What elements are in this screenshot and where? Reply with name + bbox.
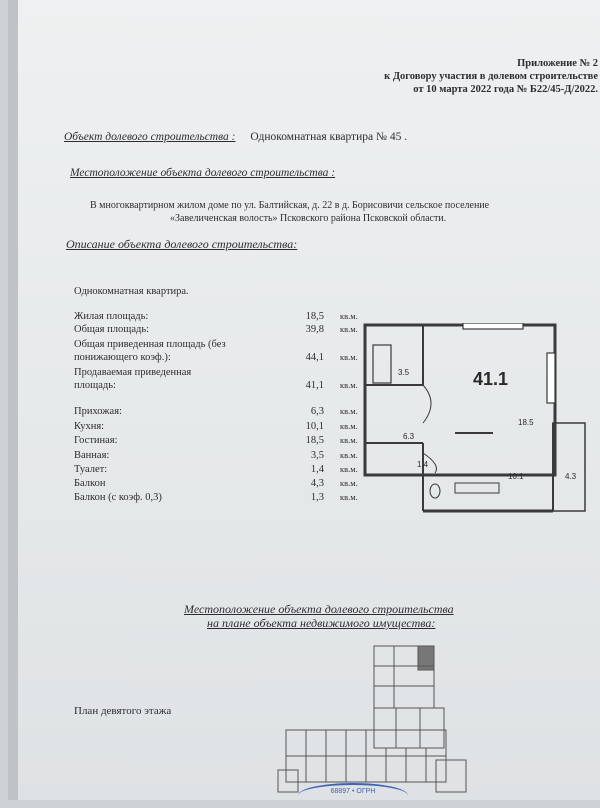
area-value: 4,3 bbox=[310, 478, 324, 489]
location-line1: В многоквартирном жилом доме по ул. Балтийская, д. 22 в д. Борисовичи сельское поселение bbox=[90, 200, 490, 211]
area-unit: кв.м. bbox=[340, 450, 358, 460]
object-label: Объект долевого строительства : bbox=[64, 131, 236, 143]
contract-reference: к Договору участия в долевом строительстве bbox=[384, 71, 598, 82]
area-label: Прихожая: bbox=[74, 406, 122, 417]
area-unit: кв.м. bbox=[340, 324, 358, 334]
area-label: Продаваемая приведенная bbox=[74, 367, 192, 378]
location-line2: «Завеличенская волость» Псковского района Псковской области. bbox=[170, 213, 447, 224]
area-label: Балкон bbox=[74, 478, 106, 489]
area-value: 6,3 bbox=[310, 406, 324, 417]
area-label: Ванная: bbox=[74, 450, 110, 461]
area-row bbox=[74, 380, 358, 393]
area-value: 3,5 bbox=[310, 450, 324, 461]
area-label: Балкон (с коэф. 0,3) bbox=[74, 492, 162, 503]
room-label-hall: 6.3 bbox=[403, 432, 415, 441]
area-value: 41,1 bbox=[305, 380, 324, 391]
area-value: 39,8 bbox=[305, 324, 324, 335]
area-row bbox=[74, 339, 324, 352]
area-label: Туалет: bbox=[74, 464, 108, 475]
apartment-type: Однокомнатная квартира. bbox=[74, 286, 189, 297]
plan-title-1: Местоположение объекта долевого строительства bbox=[184, 602, 454, 616]
area-label: понижающего коэф.): bbox=[74, 352, 171, 363]
area-row bbox=[74, 464, 358, 477]
area-row bbox=[74, 406, 358, 419]
area-label: Кухня: bbox=[74, 421, 105, 432]
area-unit: кв.м. bbox=[340, 406, 358, 416]
area-value: 18,5 bbox=[305, 311, 324, 322]
apartment-floor-plan bbox=[363, 323, 593, 513]
area-label: Общая площадь: bbox=[74, 324, 150, 335]
area-label: площадь: bbox=[74, 380, 116, 391]
stamp-text: 68897 • ОГРН bbox=[330, 788, 376, 795]
area-unit: кв.м. bbox=[340, 421, 358, 431]
description-label: Описание объекта долевого строительства: bbox=[66, 237, 298, 251]
page-edge bbox=[8, 0, 18, 800]
contract-date: от 10 марта 2022 года № Б22/45-Д/2022. bbox=[413, 84, 598, 95]
building-floor-plan bbox=[276, 640, 476, 800]
area-unit: кв.м. bbox=[340, 464, 358, 474]
total-area-label: 41.1 bbox=[473, 369, 509, 389]
appendix-number: Приложение № 2 bbox=[517, 58, 598, 69]
area-unit: кв.м. bbox=[340, 435, 358, 445]
area-label: Жилая площадь: bbox=[74, 311, 149, 322]
area-row bbox=[74, 435, 358, 448]
room-label-balcony: 4.3 bbox=[565, 472, 577, 481]
area-unit: кв.м. bbox=[340, 311, 358, 321]
area-row bbox=[74, 367, 324, 380]
area-value: 1,4 bbox=[310, 464, 324, 475]
room-label-living: 18.5 bbox=[518, 418, 534, 427]
area-row bbox=[74, 311, 358, 324]
area-row bbox=[74, 421, 358, 434]
area-value: 10,1 bbox=[305, 421, 324, 432]
area-unit: кв.м. bbox=[340, 352, 358, 362]
seal-stamp bbox=[298, 783, 408, 808]
plan-title-2: на плане объекта недвижимого имущества: bbox=[207, 616, 436, 630]
document-page bbox=[8, 0, 600, 800]
area-unit: кв.м. bbox=[340, 380, 358, 390]
area-row bbox=[74, 450, 358, 463]
area-label: Гостиная: bbox=[74, 435, 118, 446]
room-label-kitchen: 10.1 bbox=[508, 472, 524, 481]
object-section bbox=[64, 131, 407, 144]
area-unit: кв.м. bbox=[340, 492, 358, 502]
floor-plan-caption: План девятого этажа bbox=[74, 705, 172, 717]
area-row bbox=[74, 492, 358, 505]
location-label: Местоположение объекта долевого строительства : bbox=[70, 167, 336, 179]
area-row bbox=[74, 324, 358, 337]
area-row bbox=[74, 478, 358, 491]
area-value: 44,1 bbox=[305, 352, 324, 363]
area-unit: кв.м. bbox=[340, 478, 358, 488]
area-label: Общая приведенная площадь (без bbox=[74, 339, 226, 350]
area-row bbox=[74, 352, 358, 365]
area-value: 18,5 bbox=[305, 435, 324, 446]
room-label-bath: 3.5 bbox=[398, 368, 410, 377]
room-label-toilet: 1.4 bbox=[417, 460, 429, 469]
area-value: 1,3 bbox=[310, 492, 324, 503]
object-value: Однокомнатная квартира № 45 . bbox=[250, 131, 408, 143]
